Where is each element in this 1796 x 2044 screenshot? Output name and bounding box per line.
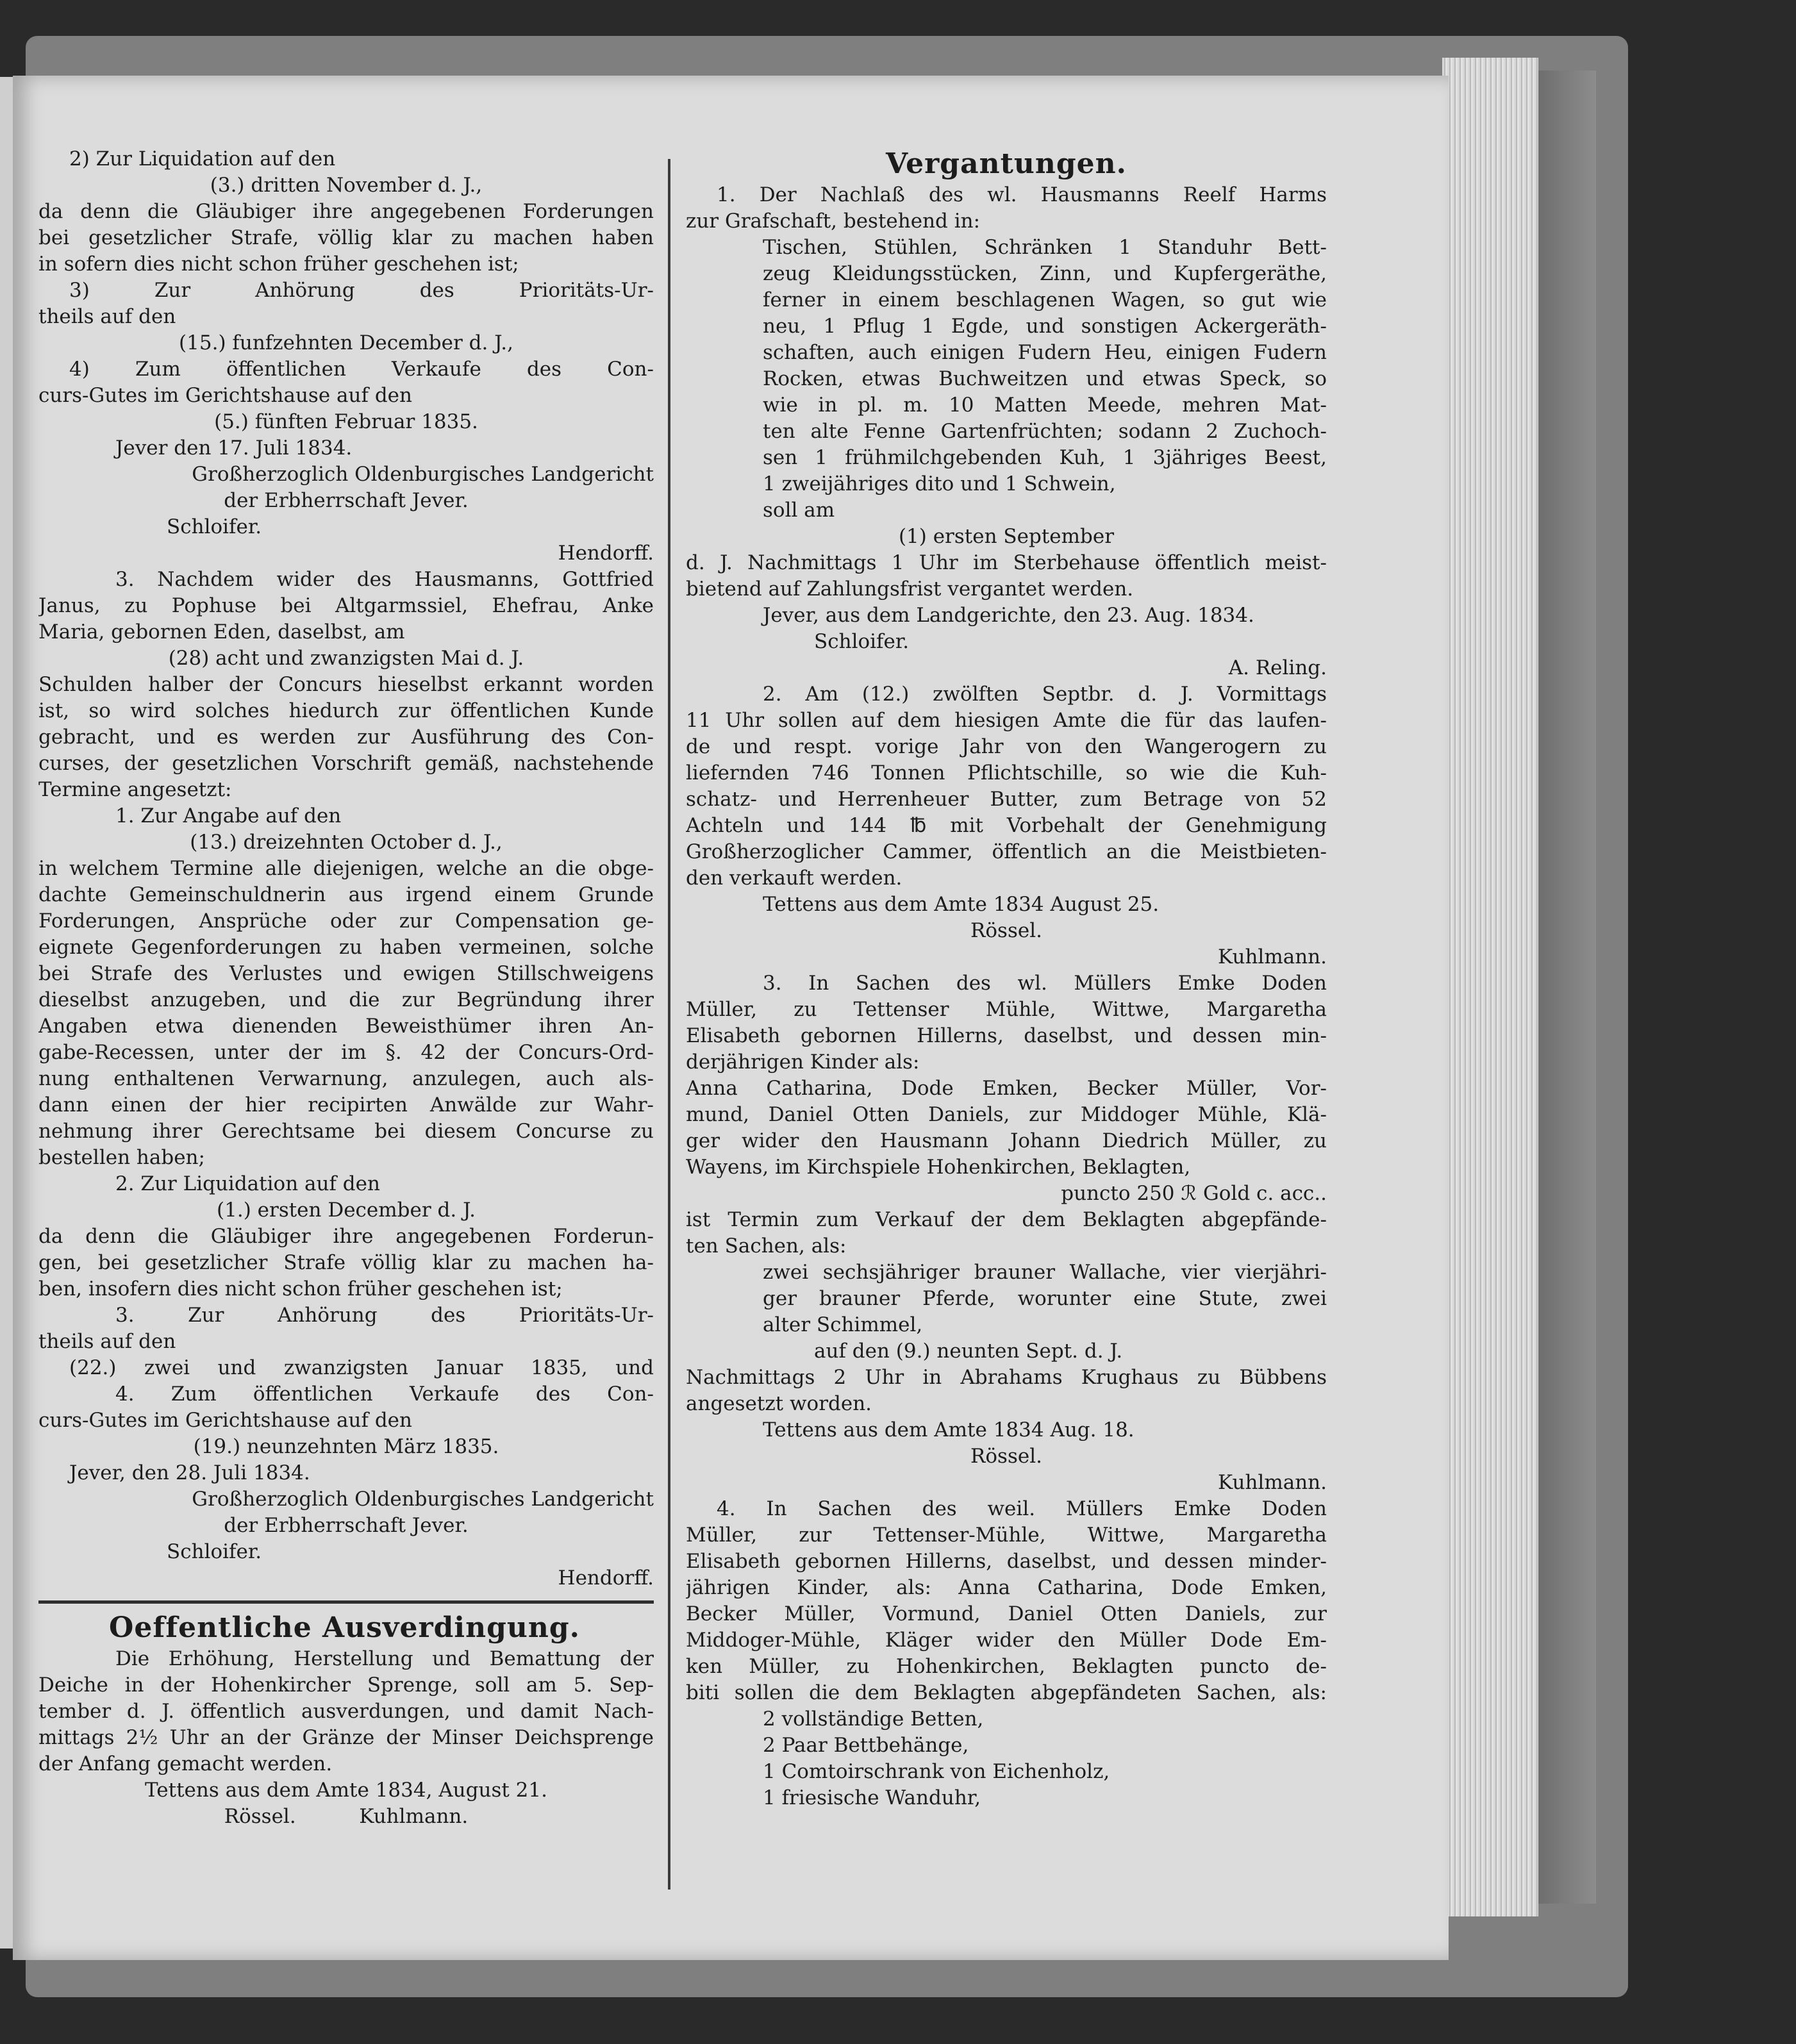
- text-line: 4. In Sachen des weil. Müllers Emke Doden: [717, 1497, 1327, 1520]
- text-line: Schloifer.: [814, 630, 910, 653]
- text-line: bietend auf Zahlungsfrist vergantet werden.: [686, 577, 1134, 601]
- text-line: Rössel.: [970, 1445, 1042, 1468]
- left-column: [38, 146, 654, 1830]
- text-line: 1. Zur Angabe auf den: [115, 804, 342, 827]
- text-line: Rössel. Kuhlmann.: [224, 1805, 469, 1828]
- text-line: 1 Comtoirschrank von Eichenholz,: [763, 1760, 1110, 1783]
- column-divider: [668, 159, 670, 1890]
- text-line: Jever, den 28. Juli 1834.: [69, 1461, 310, 1484]
- text-line: liefernden 746 Tonnen Pflichtschille, so wie die Kuh-: [686, 761, 1327, 785]
- text-line: 3. Nachdem wider des Hausmanns, Gottfried: [115, 568, 654, 591]
- text-line: Hendorff.: [558, 1566, 654, 1590]
- text-line: dachte Gemeinschuldnerin aus irgend einem Grunde: [38, 883, 654, 906]
- text-line: 3) Zur Anhörung des Prioritäts-Ur-: [69, 279, 654, 302]
- text-line: Schloifer.: [167, 515, 262, 538]
- text-line: alter Schimmel,: [763, 1313, 923, 1336]
- text-line: Kuhlmann.: [1218, 945, 1327, 968]
- text-line: jährigen Kinder, als: Anna Catharina, Dode Emken,: [686, 1576, 1327, 1599]
- text-line: ist, so wird solches hiedurch zur öffentlichen Kunde: [38, 699, 654, 722]
- text-line: Jever den 17. Juli 1834.: [115, 436, 353, 460]
- page-sheet: [13, 76, 1449, 1960]
- text-line: curs-Gutes im Gerichtshause auf den: [38, 384, 412, 407]
- text-line: bestellen haben;: [38, 1146, 205, 1169]
- text-line: gabe-Recessen, unter der im §. 42 der Concurs-Ord-: [38, 1041, 654, 1064]
- text-line: Maria, gebornen Eden, daselbst, am: [38, 620, 405, 644]
- text-line: (28) acht und zwanzigsten Mai d. J.: [168, 647, 524, 670]
- text-line: ten alte Fenne Gartenfrüchten; sodann 2 Zuchoch-: [763, 420, 1327, 443]
- section-heading-vergantungen: Vergantungen.: [886, 147, 1127, 180]
- text-line: (3.) dritten November d. J.,: [210, 174, 483, 197]
- text-line: tember d. J. öffentlich ausverdungen, und damit Nach-: [38, 1700, 654, 1723]
- text-line: eignete Gegenforderungen zu haben vermeinen, solche: [38, 936, 654, 959]
- text-line: schatz- und Herrenheuer Butter, zum Betrage von 52: [686, 788, 1327, 811]
- text-line: 3. In Sachen des wl. Müllers Emke Doden: [763, 972, 1327, 995]
- text-line: nung enthaltenen Verwarnung, anzulegen, auch als-: [38, 1067, 654, 1090]
- text-line: Forderungen, Ansprüche oder zur Compensation ge-: [38, 910, 654, 933]
- section-rule: [38, 1600, 654, 1604]
- text-line: 4. Zum öffentlichen Verkaufe des Con-: [115, 1383, 654, 1406]
- text-line: ger brauner Pferde, worunter eine Stute, zwei: [763, 1287, 1327, 1310]
- text-line: ger wider den Hausmann Johann Diedrich Müller, zu: [686, 1129, 1327, 1152]
- text-line: (15.) funfzehnten December d. J.,: [179, 331, 513, 354]
- text-line: Termine angesetzt:: [38, 778, 232, 801]
- text-line: Jever, aus dem Landgerichte, den 23. Aug. 1834.: [763, 604, 1254, 627]
- text-line: Großherzoglich Oldenburgisches Landgericht: [192, 1488, 654, 1511]
- text-line: (13.) dreizehnten October d. J.,: [190, 831, 503, 854]
- text-line: auf den (9.) neunten Sept. d. J.: [814, 1340, 1123, 1363]
- text-line: 1. Der Nachlaß des wl. Hausmanns Reelf Harms: [717, 183, 1327, 206]
- text-line: ferner in einem beschlagenen Wagen, so gut wie: [763, 288, 1327, 312]
- text-line: ist Termin zum Verkauf der dem Beklagten abgepfände-: [686, 1208, 1327, 1231]
- text-line: der Anfang gemacht werden.: [38, 1752, 333, 1775]
- text-line: nehmung ihrer Gerechtsame bei diesem Concurse zu: [38, 1120, 654, 1143]
- text-line: (19.) neunzehnten März 1835.: [193, 1435, 499, 1458]
- right-column: [686, 146, 1327, 1811]
- text-line: den verkauft werden.: [686, 867, 902, 890]
- text-line: Angaben etwa dienenden Beweisthümer ihren An-: [38, 1015, 654, 1038]
- text-line: zwei sechsjähriger brauner Wallache, vier vierjähri-: [763, 1261, 1327, 1284]
- text-line: Hendorff.: [558, 542, 654, 565]
- text-line: (1.) ersten December d. J.: [217, 1199, 476, 1222]
- text-line: (5.) fünften Februar 1835.: [214, 410, 478, 433]
- text-line: Deiche in der Hohenkircher Sprenge, soll am 5. Sep-: [38, 1674, 654, 1697]
- text-line: bei gesetzlicher Strafe, völlig klar zu machen haben: [38, 226, 654, 249]
- facing-page-edge: [0, 77, 13, 1948]
- text-line: Die Erhöhung, Herstellung und Bemattung der: [115, 1647, 654, 1670]
- text-line: angesetzt worden.: [686, 1392, 872, 1415]
- text-line: Nachmittags 2 Uhr in Abrahams Krughaus zu Bübbens: [686, 1366, 1327, 1389]
- text-line: Tettens aus dem Amte 1834 August 25.: [763, 893, 1160, 916]
- text-line: zur Grafschaft, bestehend in:: [686, 210, 981, 233]
- text-line: ken Müller, zu Hohenkirchen, Beklagten puncto de-: [686, 1655, 1327, 1678]
- text-line: soll am: [763, 499, 835, 522]
- text-line: theils auf den: [38, 1330, 176, 1353]
- text-line: Großherzoglicher Cammer, öffentlich an die Meistbieten-: [686, 840, 1327, 863]
- text-line: gebracht, und es werden zur Ausführung des Con-: [38, 726, 654, 749]
- text-line: neu, 1 Pflug 1 Egde, und sonstigen Ackergeräth-: [763, 315, 1327, 338]
- text-line: bei Strafe des Verlustes und ewigen Stillschweigens: [38, 962, 654, 985]
- text-line: dann einen der hier recipirten Anwälde zur Wahr-: [38, 1093, 654, 1117]
- section-heading-ausverdingung: Oeffentliche Ausverdingung.: [109, 1611, 580, 1644]
- text-line: Becker Müller, Vormund, Daniel Otten Daniels, zur: [686, 1602, 1327, 1625]
- text-line: der Erbherrschaft Jever.: [224, 489, 469, 512]
- text-line: 4) Zum öffentlichen Verkaufe des Con-: [69, 358, 654, 381]
- text-line: 2) Zur Liquidation auf den: [69, 147, 336, 170]
- text-line: Schulden halber der Concurs hieselbst erkannt worden: [38, 673, 654, 696]
- text-line: in sofern dies nicht schon früher geschehen ist;: [38, 253, 519, 276]
- text-line: theils auf den: [38, 305, 176, 328]
- text-line: sen 1 frühmilchgebenden Kuh, 1 3jähriges Beest,: [763, 446, 1327, 469]
- text-line: ben, insofern dies nicht schon früher geschehen ist;: [38, 1277, 563, 1300]
- text-line: (1) ersten September: [898, 525, 1115, 548]
- text-line: Elisabeth gebornen Hillerns, daselbst, und dessen minder-: [686, 1550, 1327, 1573]
- text-line: Tettens aus dem Amte 1834, August 21.: [145, 1779, 547, 1802]
- fore-edge-shadow: [1538, 71, 1596, 1904]
- text-line: zeug Kleidungsstücken, Zinn, und Kupfergeräthe,: [763, 262, 1327, 285]
- text-line: derjährigen Kinder als:: [686, 1051, 920, 1074]
- text-line: curses, der gesetzlichen Vorschrift gemäß, nachstehende: [38, 752, 654, 775]
- text-line: Elisabeth gebornen Hillerns, daselbst, und dessen min-: [686, 1024, 1327, 1047]
- text-line: Tettens aus dem Amte 1834 Aug. 18.: [763, 1418, 1135, 1442]
- text-line: Janus, zu Pophuse bei Altgarmssiel, Ehefrau, Anke: [38, 594, 654, 617]
- text-line: Rössel.: [970, 919, 1042, 942]
- text-line: d. J. Nachmittags 1 Uhr im Sterbehause öffentlich meist-: [686, 551, 1327, 574]
- text-line: A. Reling.: [1228, 656, 1327, 679]
- text-line: Middoger-Mühle, Kläger wider den Müller Dode Em-: [686, 1629, 1327, 1652]
- text-line: gen, bei gesetzlicher Strafe völlig klar zu machen ha-: [38, 1251, 654, 1274]
- text-line: mittags 2½ Uhr an der Gränze der Minser Deichsprenge: [38, 1726, 654, 1749]
- text-line: da denn die Gläubiger ihre angegebenen Forderungen: [38, 200, 654, 223]
- text-line: Anna Catharina, Dode Emken, Becker Müller, Vor-: [686, 1077, 1327, 1100]
- text-line: Müller, zu Tettenser Mühle, Wittwe, Margaretha: [686, 998, 1327, 1021]
- text-line: 1 zweijähriges dito und 1 Schwein,: [763, 472, 1116, 495]
- text-line: 2. Am (12.) zwölften Septbr. d. J. Vormittags: [763, 683, 1327, 706]
- text-line: Kuhlmann.: [1218, 1471, 1327, 1494]
- text-line: puncto 250 ℛ Gold c. acc..: [1061, 1182, 1327, 1205]
- text-line: wie in pl. m. 10 Matten Meede, mehren Mat-: [763, 394, 1327, 417]
- text-line: 11 Uhr sollen auf dem hiesigen Amte die für das laufen-: [686, 709, 1327, 732]
- page-fore-edge: [1442, 58, 1538, 1916]
- text-line: Müller, zur Tettenser-Mühle, Wittwe, Margaretha: [686, 1524, 1327, 1547]
- text-line: ten Sachen, als:: [686, 1234, 847, 1258]
- text-line: Wayens, im Kirchspiele Hohenkirchen, Beklagten,: [686, 1156, 1191, 1179]
- text-line: de und respt. vorige Jahr von den Wangerogern zu: [686, 735, 1327, 758]
- text-line: 2 vollständige Betten,: [763, 1707, 984, 1731]
- text-line: 1 friesische Wanduhr,: [763, 1786, 981, 1809]
- text-line: Tischen, Stühlen, Schränken 1 Standuhr Bett-: [763, 236, 1327, 259]
- text-line: Achteln und 144 ℔ mit Vorbehalt der Genehmigung: [686, 814, 1327, 837]
- text-line: Großherzoglich Oldenburgisches Landgericht: [192, 463, 654, 486]
- text-line: dieselbst anzugeben, und die zur Begründung ihrer: [38, 988, 654, 1011]
- text-line: 3. Zur Anhörung des Prioritäts-Ur-: [115, 1304, 654, 1327]
- text-line: Schloifer.: [167, 1540, 262, 1563]
- text-line: biti sollen die dem Beklagten abgepfändeten Sachen, als:: [686, 1681, 1327, 1704]
- text-line: 2. Zur Liquidation auf den: [115, 1172, 380, 1195]
- text-line: schaften, auch einigen Fudern Heu, einigen Fudern: [763, 341, 1327, 364]
- text-line: der Erbherrschaft Jever.: [224, 1514, 469, 1537]
- text-line: 2 Paar Bettbehänge,: [763, 1734, 969, 1757]
- text-line: (22.) zwei und zwanzigsten Januar 1835, und: [69, 1356, 654, 1379]
- text-line: curs-Gutes im Gerichtshause auf den: [38, 1409, 412, 1432]
- text-line: da denn die Gläubiger ihre angegebenen Forderun-: [38, 1225, 654, 1248]
- text-line: Rocken, etwas Buchweitzen und etwas Speck, so: [763, 367, 1327, 390]
- text-line: in welchem Termine alle diejenigen, welche an die obge-: [38, 857, 654, 880]
- text-line: mund, Daniel Otten Daniels, zur Middoger Mühle, Klä-: [686, 1103, 1327, 1126]
